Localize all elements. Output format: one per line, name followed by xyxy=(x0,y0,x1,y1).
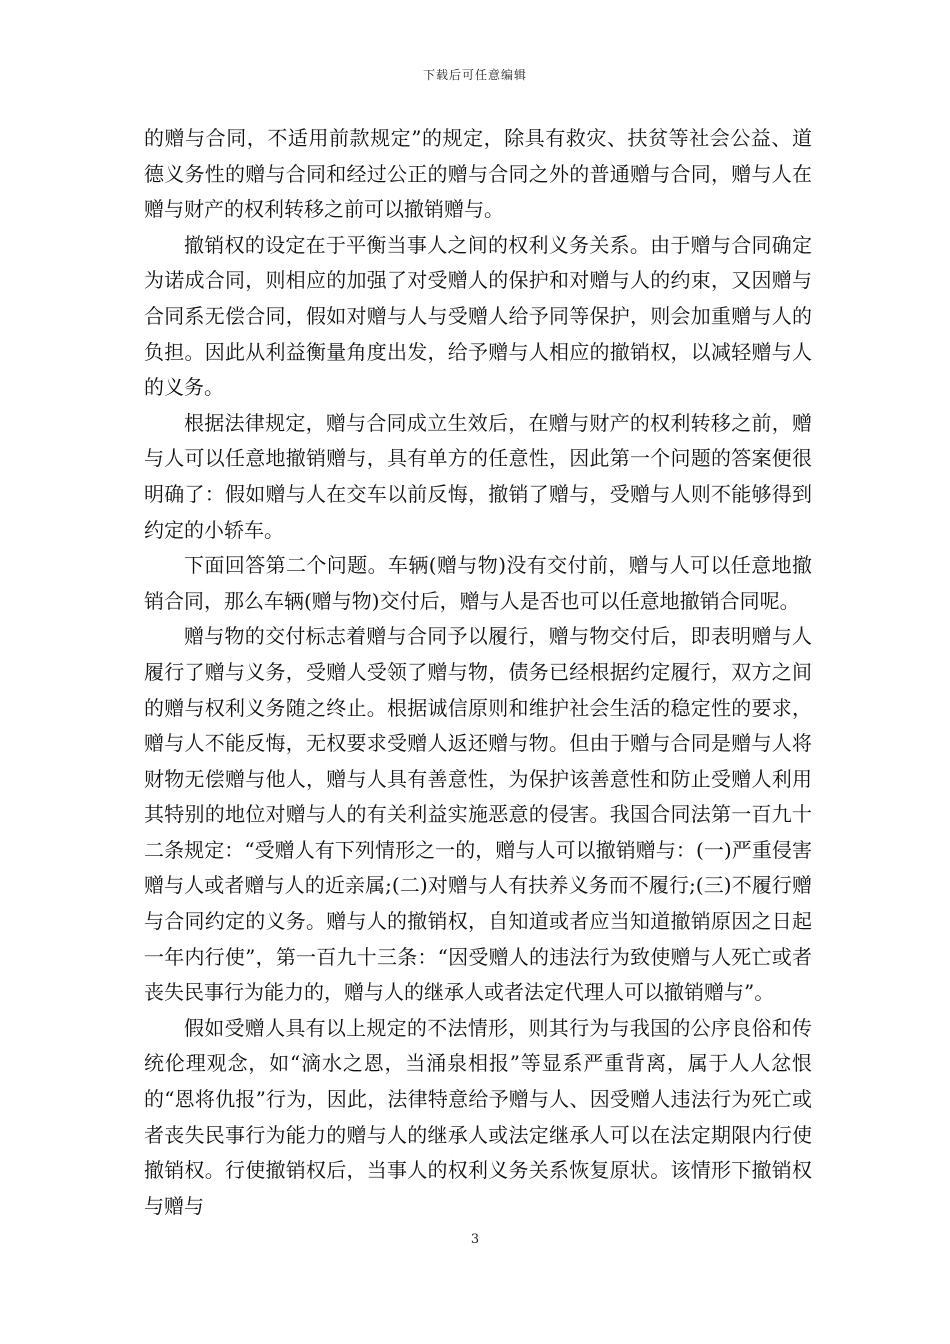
paragraph: 下面回答第二个问题。车辆(赠与物)没有交付前，赠与人可以任意地撤销合同，那么车辆(赠与物)交付后，赠与人是否也可以任意地撤销合同呢。 xyxy=(144,553,812,613)
paragraph: 赠与物的交付标志着赠与合同予以履行，赠与物交付后，即表明赠与人履行了赠与义务，受赠人受领了赠与物，债务已经根据约定履行，双方之间的赠与权利义务随之终止。根据诚信原则和维护社会生活的稳定性的要求，赠与人不能反悔，无权要求受赠人返还赠与物。但由于赠与合同是赠与人将财物无偿赠与他人，赠与人具有善意性，为保护该善意性和防止受赠人利用其特别的地位对赠与人的有关利益实施恶意的侵害。我国合同法第一百九十二条规定：“受赠人有下列情形之一的，赠与人可以撤销赠与：(一)严重侵害赠与人或者赠与人的近亲属;(二)对赠与人有扶养义务而不履行;(三)不履行赠与合同约定的义务。赠与人的撤销权，自知道或者应当知道撤销原因之日起一年内行使”，第一百九十三条：“因受赠人的违法行为致使赠与人死亡或者丧失民事行为能力的，赠与人的继承人或者法定代理人可以撤销赠与”。 xyxy=(144,624,812,1005)
paragraph: 假如受赠人具有以上规定的不法情形，则其行为与我国的公序良俗和传统伦理观念，如“滴水之恩，当涌泉相报”等显系严重背离，属于人人忿恨的“恩将仇报”行为，因此，法律特意给予赠与人、因受赠人违法行为死亡或者丧失民事行为能力的赠与人的继承人或法定继承人可以在法定期限内行使撤销权。行使撤销权后，当事人的权利义务关系恢复原状。该情形下撤销权与赠与 xyxy=(144,1015,812,1218)
paragraph: 撤销权的设定在于平衡当事人之间的权利义务关系。由于赠与合同确定为诺成合同，则相应的加强了对受赠人的保护和对赠与人的约束，又因赠与合同系无偿合同，假如对赠与人与受赠人给予同等保护，则会加重赠与人的负担。因此从利益衡量角度出发，给予赠与人相应的撤销权，以减轻赠与人的义务。 xyxy=(144,232,812,400)
document-body xyxy=(144,121,812,1224)
paragraph: 根据法律规定，赠与合同成立生效后，在赠与财产的权利转移之前，赠与人可以任意地撤销赠与，具有单方的任意性，因此第一个问题的答案便很明确了：假如赠与人在交车以前反悔，撤销了赠与，受赠与人则不能够得到约定的小轿车。 xyxy=(144,410,812,542)
page-header: 下载后可任意编辑 xyxy=(422,68,527,82)
paragraph: 的赠与合同，不适用前款规定”的规定，除具有救灾、扶贫等社会公益、道德义务性的赠与合同和经过公正的赠与合同之外的普通赠与合同，赠与人在赠与财产的权利转移之前可以撤销赠与。 xyxy=(144,126,812,222)
page-number: 3 xyxy=(470,1232,480,1247)
